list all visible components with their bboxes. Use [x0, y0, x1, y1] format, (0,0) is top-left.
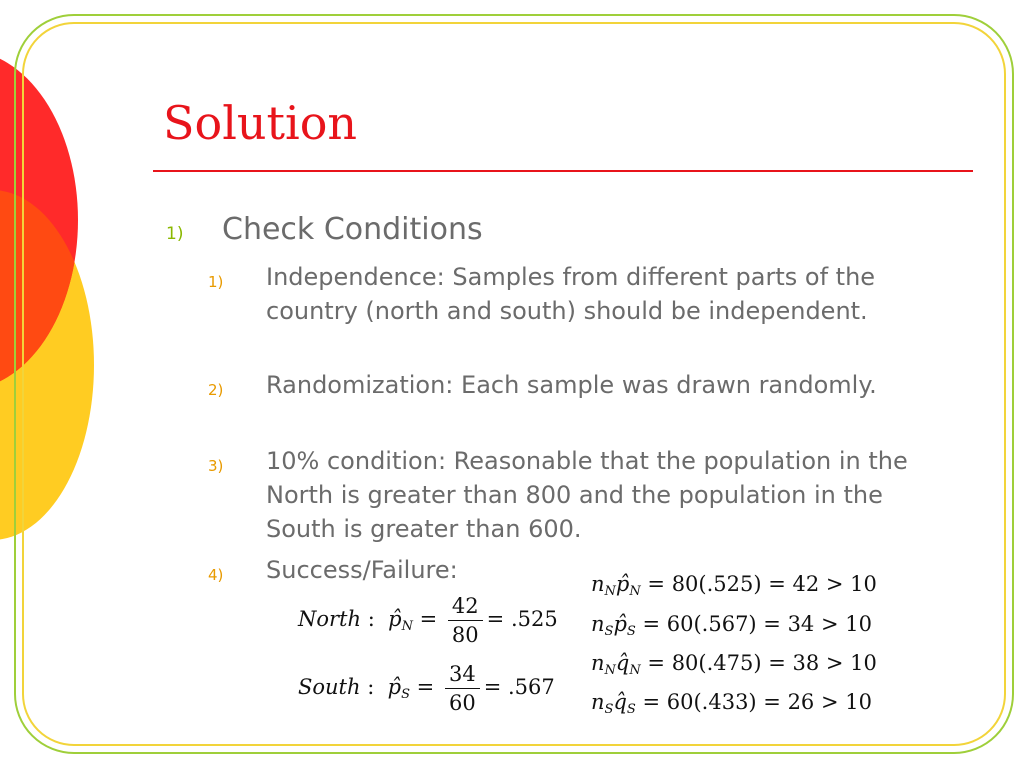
north-proportion: North : $p̂_N$ = $\frac{42}{80}$ = .525 — [298, 594, 558, 647]
sub-text: Independence: Samples from different parts of the country (north and south) should be independent. — [266, 263, 876, 325]
title-divider — [153, 170, 973, 172]
check-nq-north: $n_Nq̂_N = 80(.475) = 38 > 10$ — [591, 651, 877, 678]
sub-number: 1) — [208, 273, 224, 291]
south-proportion: South : $p̂_S$ = $\frac{34}{60}$ = .567 — [298, 662, 555, 715]
check-np-north: $n_Np̂_N = 80(.525) = 42 > 10$ — [591, 572, 877, 599]
north-label: North — [298, 607, 362, 631]
south-fraction: $\frac{34}{60}$ — [445, 660, 480, 717]
list-number: 1) — [166, 224, 184, 244]
slide-title: Solution — [163, 96, 358, 150]
sub-text: Success/Failure: — [266, 556, 458, 584]
sub-text: Randomization: Each sample was drawn randomly. — [266, 371, 877, 399]
sub-number: 3) — [208, 457, 224, 475]
sub-number: 4) — [208, 566, 224, 584]
check-np-south: $n_Sp̂_S = 60(.567) = 34 > 10$ — [591, 612, 872, 639]
list-text: Check Conditions — [222, 212, 483, 247]
check-nq-south: $n_Sq̂_S = 60(.433) = 26 > 10$ — [591, 690, 872, 717]
north-fraction: $\frac{42}{80}$ — [448, 592, 483, 649]
sub-number: 2) — [208, 381, 224, 399]
sub-text: 10% condition: Reasonable that the population in the North is greater than 800 and the population in the South is greater than 600. — [266, 447, 908, 543]
south-label: South — [298, 675, 361, 699]
